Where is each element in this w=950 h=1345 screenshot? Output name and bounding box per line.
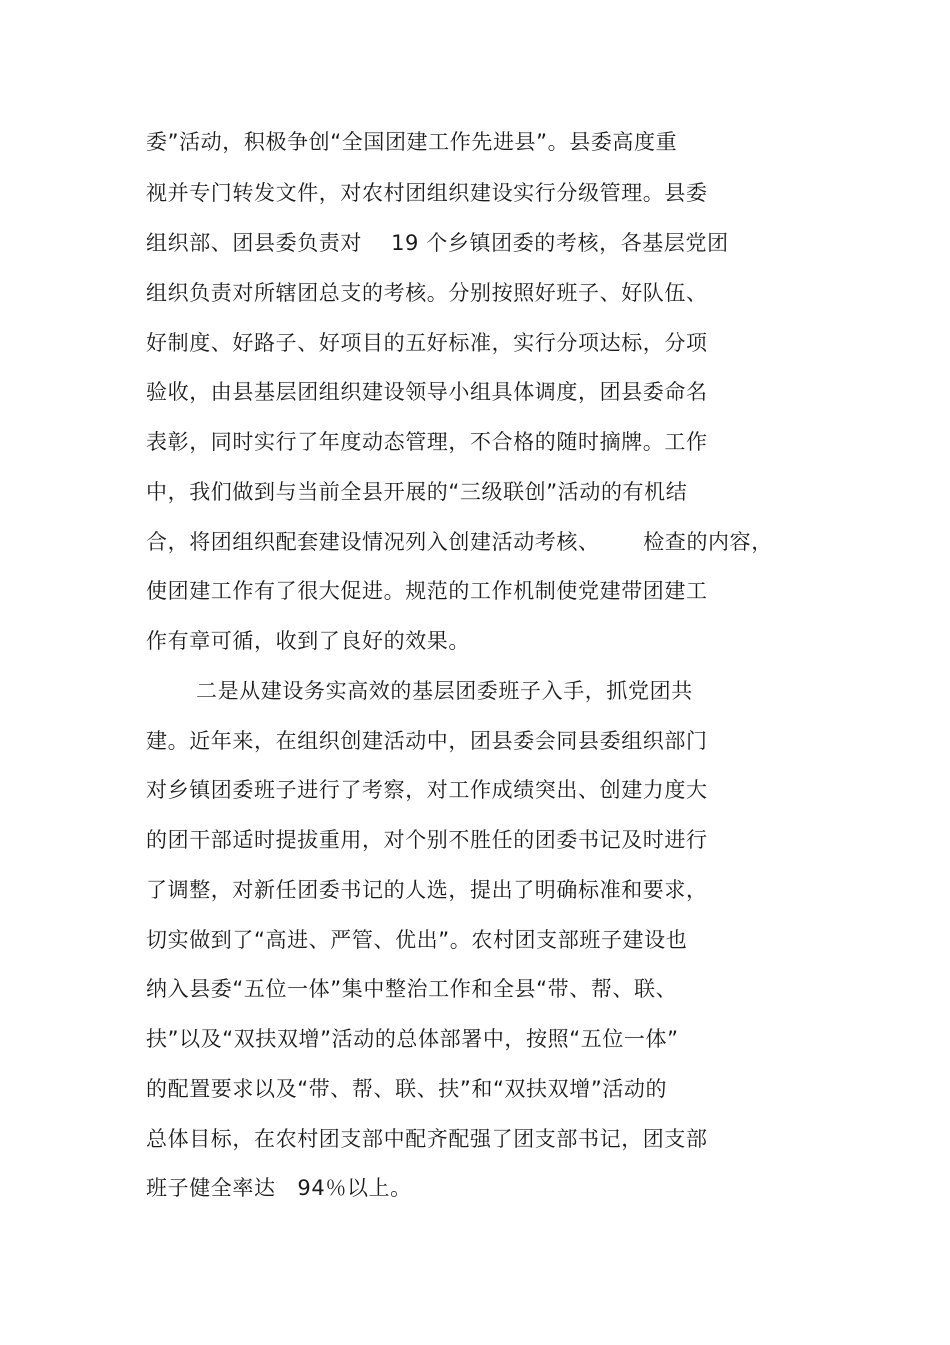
text-line: 了调整，对新任团委书记的人选，提出了明确标准和要求， (146, 878, 708, 902)
text-line: 班子健全率达 94％以上。 (146, 1176, 412, 1200)
text-line: 的团干部适时提拔重用，对个别不胜任的团委书记及时进行 (146, 828, 708, 852)
text-line: 作有章可循，收到了良好的效果。 (146, 629, 470, 653)
text-line: 好制度、好路子、好项目的五好标准，实行分项达标，分项 (146, 331, 708, 355)
text-line: 验收，由县基层团组织建设领导小组具体调度，团县委命名 (146, 380, 708, 404)
text-line: 切实做到了“高进、严管、优出”。农村团支部班子建设也 (146, 928, 688, 952)
text-line: 总体目标，在农村团支部中配齐配强了团支部书记，团支部 (146, 1127, 708, 1151)
text-line: 委”活动，积极争创“全国团建工作先进县”。县委高度重 (146, 130, 678, 154)
text-line: 纳入县委“五位一体”集中整治工作和全县“带、帮、联、 (146, 977, 678, 1001)
text-line: 扶”以及“双扶双增”活动的总体部署中，按照“五位一体” (146, 1027, 679, 1051)
text-line: 对乡镇团委班子进行了考察，对工作成绩突出、创建力度大 (146, 778, 708, 802)
text-line: 表彰，同时实行了年度动态管理，不合格的随时摘牌。工作 (146, 430, 708, 454)
text-line: 建。近年来，在组织创建活动中，团县委会同县委组织部门 (146, 729, 708, 753)
text-line: 合，将团组织配套建设情况列入创建活动考核、 检查的内容， (146, 530, 773, 554)
text-line: 视并专门转发文件，对农村团组织建设实行分级管理。县委 (146, 181, 708, 205)
text-line: 的配置要求以及“带、帮、联、扶”和“双扶双增”活动的 (146, 1077, 668, 1101)
text-line: 组织部、团县委负责对 19 个乡镇团委的考核，各基层党团 (146, 231, 729, 255)
text-line: 使团建工作有了很大促进。规范的工作机制使党建带团建工 (146, 579, 708, 603)
paragraph-start-line: 二是从建设务实高效的基层团委班子入手，抓党团共 (196, 679, 693, 703)
text-line: 中，我们做到与当前全县开展的“三级联创”活动的有机结 (146, 480, 688, 504)
text-line: 组织负责对所辖团总支的考核。分别按照好班子、好队伍、 (146, 281, 708, 305)
